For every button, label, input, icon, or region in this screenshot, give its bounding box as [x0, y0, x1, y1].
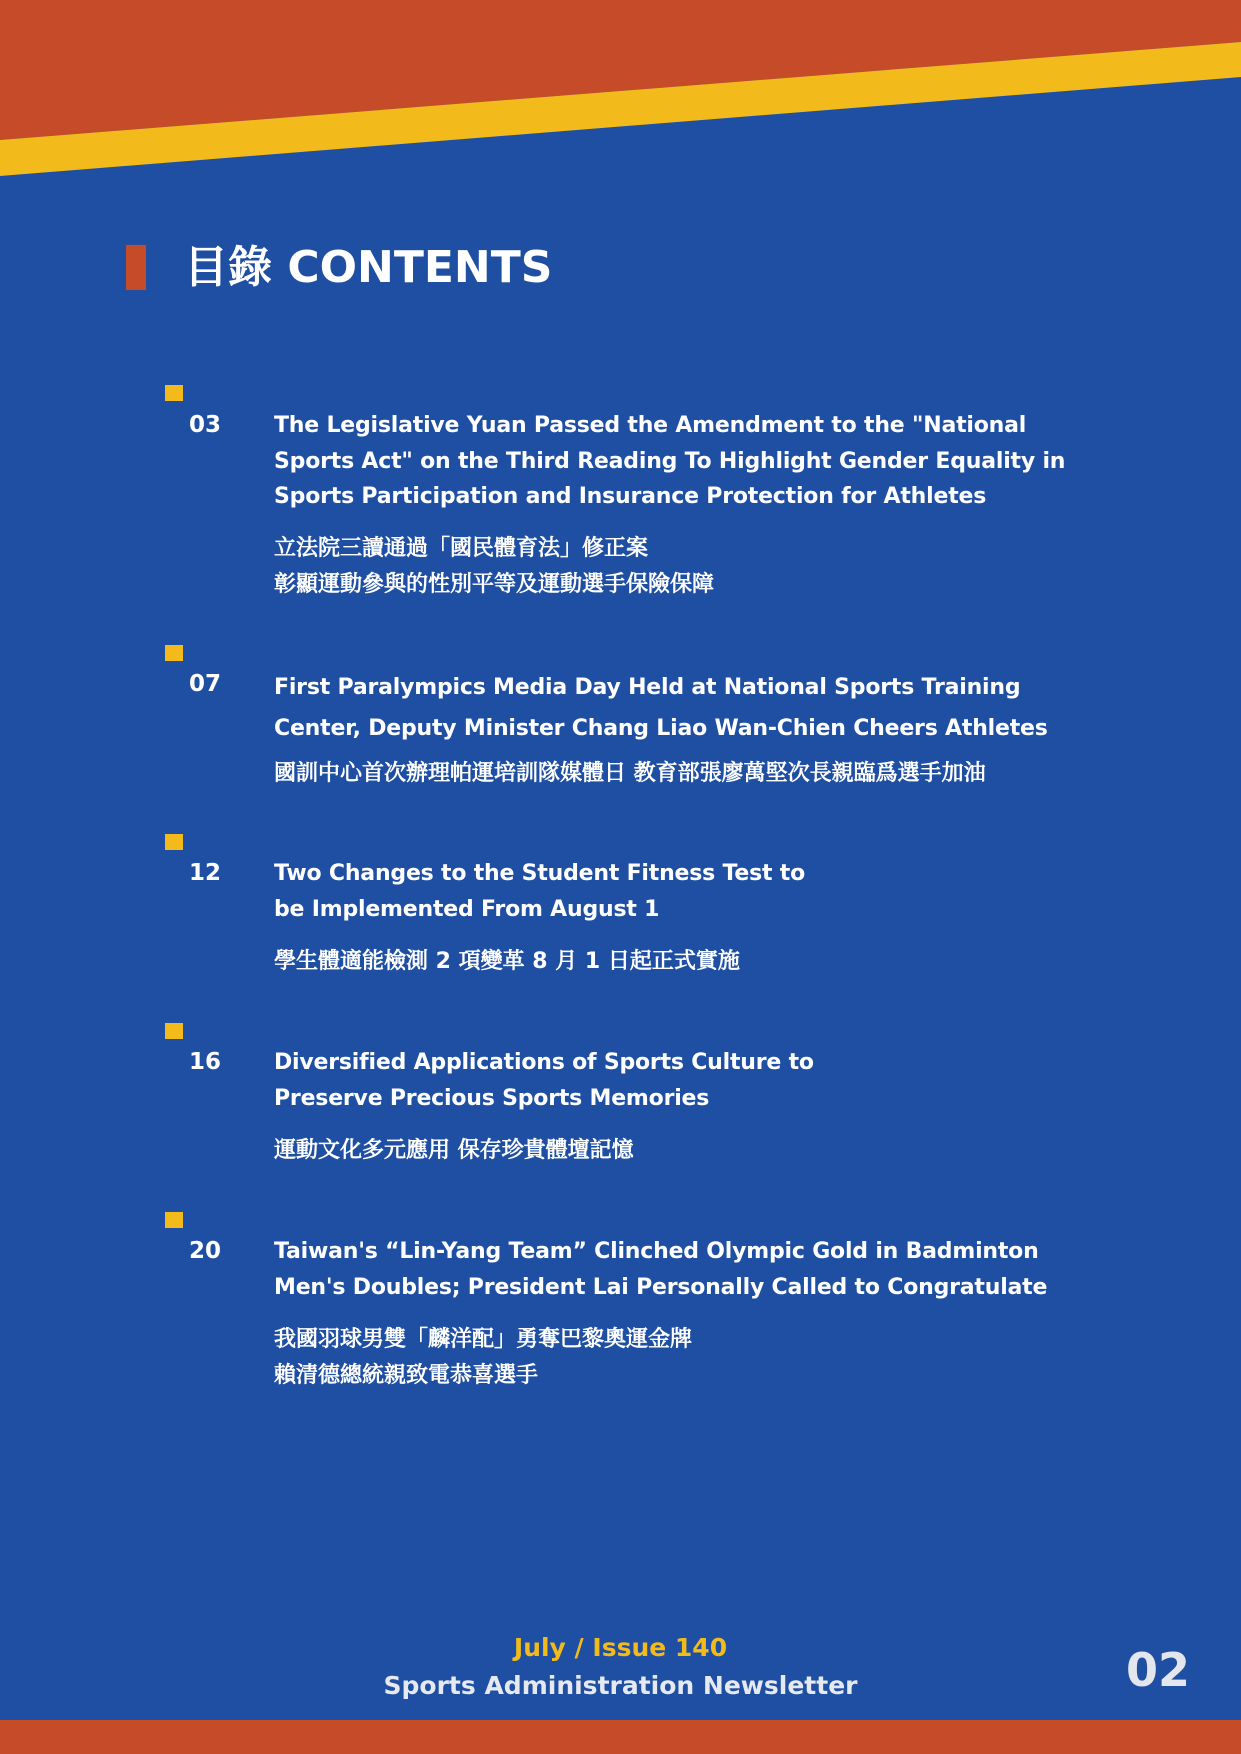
entry-bullet-icon [165, 1023, 183, 1039]
bottom-bar [0, 1720, 1241, 1754]
entry-page-number: 07 [189, 671, 222, 697]
title-marker [126, 245, 146, 290]
entry-page-number: 20 [189, 1238, 222, 1264]
page-title: 目錄 CONTENTS [184, 242, 553, 293]
entry-title-zh: 學生體適能檢測 2 項變革 8 月 1 日起正式實施 [274, 949, 740, 974]
entry-bullet-icon [165, 645, 183, 661]
entry-title-zh: 我國羽球男雙「麟洋配」勇奪巴黎奧運金牌 賴清德總統親致電恭喜選手 [274, 1327, 693, 1388]
entry-page-number: 16 [189, 1049, 222, 1075]
issue-label: July / Issue 140 [513, 1633, 728, 1662]
entry-title-zh: 國訓中心首次辦理帕運培訓隊媒體日 教育部張廖萬堅次長親臨爲選手加油 [274, 761, 986, 786]
entry-title-en: Two Changes to the Student Fitness Test to be Implemented From August 1 [274, 861, 806, 922]
entry-title-en: Diversified Applications of Sports Culture to Preserve Precious Sports Memories [274, 1050, 814, 1111]
entry-title-en: Taiwan's “Lin-Yang Team” Clinched Olympic Gold in Badminton Men's Doubles; President Lai Personally Called to Congratulate [274, 1239, 1048, 1300]
entry-page-number: 03 [189, 412, 222, 438]
entry-page-number: 12 [189, 860, 222, 886]
entry-bullet-icon [165, 385, 183, 401]
entry-title-en: First Paralympics Media Day Held at National Sports Training Center, Deputy Minister Chang Liao Wan-Chien Cheers Athletes [274, 675, 1048, 741]
top-banner [0, 0, 1241, 180]
entry-title-en: The Legislative Yuan Passed the Amendment to the "National Sports Act" on the Third Reading To Highlight Gender Equality in Sports Participation and Insurance Protection for Athletes [274, 413, 1066, 509]
page-number: 02 [1126, 1643, 1191, 1697]
newsletter-name: Sports Administration Newsletter [383, 1671, 858, 1700]
entry-title-zh: 立法院三讀通過「國民體育法」修正案 彰顯運動參與的性別平等及運動選手保險保障 [274, 536, 715, 597]
entry-bullet-icon [165, 1212, 183, 1228]
entry-bullet-icon [165, 834, 183, 850]
entry-title-zh: 運動文化多元應用 保存珍貴體壇記憶 [274, 1138, 634, 1163]
